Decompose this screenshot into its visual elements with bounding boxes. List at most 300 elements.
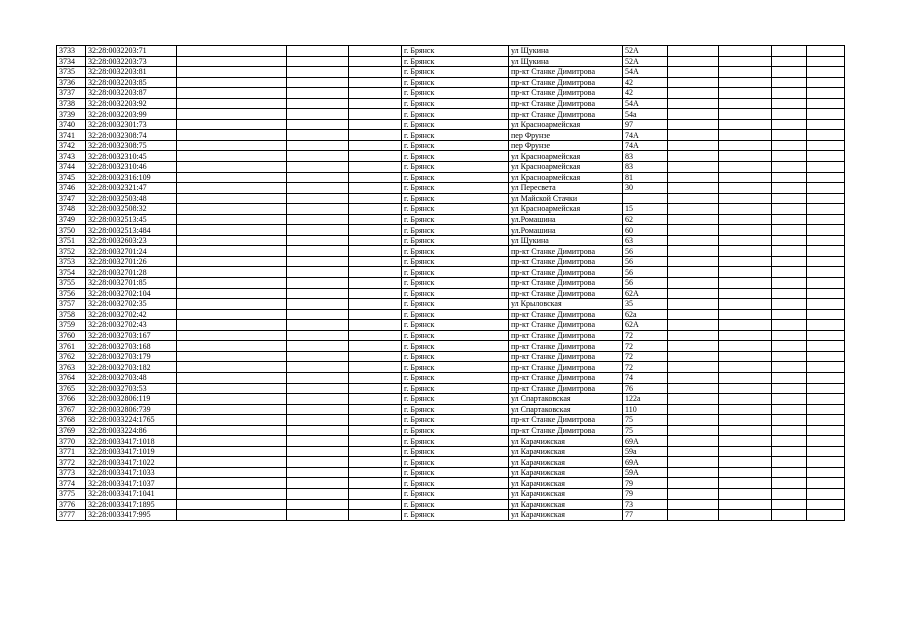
city-cell: г. Брянск bbox=[402, 488, 509, 499]
empty-cell bbox=[177, 467, 287, 478]
empty-cell bbox=[719, 299, 772, 310]
empty-cell bbox=[719, 246, 772, 257]
cadastral-number-cell: 32:28:0032703:168 bbox=[86, 341, 177, 352]
table-row bbox=[57, 183, 845, 194]
table-row bbox=[57, 457, 845, 468]
row-number-cell: 3740 bbox=[57, 119, 86, 130]
empty-cell bbox=[719, 341, 772, 352]
empty-cell bbox=[772, 88, 807, 99]
empty-cell bbox=[349, 510, 402, 521]
empty-cell bbox=[287, 467, 349, 478]
empty-cell bbox=[719, 256, 772, 267]
table-row bbox=[57, 56, 845, 67]
cadastral-number-cell: 32:28:0032703:179 bbox=[86, 351, 177, 362]
house-number-cell: 56 bbox=[623, 246, 668, 257]
empty-cell bbox=[807, 278, 845, 289]
empty-cell bbox=[719, 404, 772, 415]
empty-cell bbox=[668, 436, 719, 447]
empty-cell bbox=[772, 478, 807, 489]
empty-cell bbox=[668, 341, 719, 352]
empty-cell bbox=[177, 162, 287, 173]
empty-cell bbox=[807, 341, 845, 352]
empty-cell bbox=[177, 499, 287, 510]
empty-cell bbox=[772, 341, 807, 352]
empty-cell bbox=[668, 77, 719, 88]
row-number-cell: 3734 bbox=[57, 56, 86, 67]
street-cell: пр-кт Станке Димитрова bbox=[509, 67, 623, 78]
empty-cell bbox=[349, 162, 402, 173]
empty-cell bbox=[807, 320, 845, 331]
empty-cell bbox=[807, 46, 845, 57]
row-number-cell: 3751 bbox=[57, 235, 86, 246]
empty-cell bbox=[287, 98, 349, 109]
cadastral-number-cell: 32:28:0033417:1022 bbox=[86, 457, 177, 468]
empty-cell bbox=[287, 488, 349, 499]
empty-cell bbox=[807, 478, 845, 489]
street-cell: пр-кт Станке Димитрова bbox=[509, 341, 623, 352]
empty-cell bbox=[349, 362, 402, 373]
cadastral-number-cell: 32:28:0032603:23 bbox=[86, 235, 177, 246]
empty-cell bbox=[177, 394, 287, 405]
table-row bbox=[57, 267, 845, 278]
empty-cell bbox=[349, 383, 402, 394]
empty-cell bbox=[349, 415, 402, 426]
street-cell: ул Красноармейская bbox=[509, 162, 623, 173]
cadastral-number-cell: 32:28:0033224:1765 bbox=[86, 415, 177, 426]
street-cell: ул Пересвета bbox=[509, 183, 623, 194]
empty-cell bbox=[349, 77, 402, 88]
row-number-cell: 3743 bbox=[57, 151, 86, 162]
house-number-cell: 74А bbox=[623, 130, 668, 141]
empty-cell bbox=[807, 77, 845, 88]
empty-cell bbox=[177, 183, 287, 194]
city-cell: г. Брянск bbox=[402, 56, 509, 67]
city-cell: г. Брянск bbox=[402, 140, 509, 151]
street-cell: ул Красноармейская bbox=[509, 204, 623, 215]
empty-cell bbox=[807, 267, 845, 278]
empty-cell bbox=[349, 372, 402, 383]
street-cell: ул Крыловская bbox=[509, 299, 623, 310]
empty-cell bbox=[719, 425, 772, 436]
table-row bbox=[57, 372, 845, 383]
street-cell: ул Карачижская bbox=[509, 446, 623, 457]
table-row bbox=[57, 394, 845, 405]
street-cell: ул Щукина bbox=[509, 235, 623, 246]
empty-cell bbox=[807, 172, 845, 183]
empty-cell bbox=[177, 109, 287, 120]
street-cell: пр-кт Станке Димитрова bbox=[509, 415, 623, 426]
registry-table bbox=[56, 45, 845, 521]
empty-cell bbox=[668, 130, 719, 141]
city-cell: г. Брянск bbox=[402, 309, 509, 320]
empty-cell bbox=[772, 67, 807, 78]
empty-cell bbox=[719, 56, 772, 67]
empty-cell bbox=[807, 415, 845, 426]
empty-cell bbox=[668, 46, 719, 57]
empty-cell bbox=[287, 46, 349, 57]
empty-cell bbox=[177, 372, 287, 383]
empty-cell bbox=[287, 351, 349, 362]
empty-cell bbox=[772, 467, 807, 478]
empty-cell bbox=[287, 225, 349, 236]
empty-cell bbox=[807, 225, 845, 236]
house-number-cell: 122а bbox=[623, 394, 668, 405]
empty-cell bbox=[668, 488, 719, 499]
city-cell: г. Брянск bbox=[402, 172, 509, 183]
table-row bbox=[57, 499, 845, 510]
empty-cell bbox=[719, 225, 772, 236]
empty-cell bbox=[807, 183, 845, 194]
street-cell: ул Щукина bbox=[509, 46, 623, 57]
empty-cell bbox=[807, 204, 845, 215]
empty-cell bbox=[807, 362, 845, 373]
house-number-cell: 74А bbox=[623, 140, 668, 151]
empty-cell bbox=[772, 383, 807, 394]
city-cell: г. Брянск bbox=[402, 446, 509, 457]
cadastral-number-cell: 32:28:0032701:28 bbox=[86, 267, 177, 278]
row-number-cell: 3733 bbox=[57, 46, 86, 57]
empty-cell bbox=[177, 225, 287, 236]
cadastral-number-cell: 32:28:0032703:182 bbox=[86, 362, 177, 373]
empty-cell bbox=[719, 172, 772, 183]
city-cell: г. Брянск bbox=[402, 183, 509, 194]
row-number-cell: 3754 bbox=[57, 267, 86, 278]
empty-cell bbox=[772, 119, 807, 130]
empty-cell bbox=[177, 436, 287, 447]
city-cell: г. Брянск bbox=[402, 130, 509, 141]
empty-cell bbox=[772, 109, 807, 120]
house-number-cell bbox=[623, 193, 668, 204]
empty-cell bbox=[668, 235, 719, 246]
row-number-cell: 3750 bbox=[57, 225, 86, 236]
empty-cell bbox=[807, 119, 845, 130]
registry-body bbox=[57, 46, 845, 521]
empty-cell bbox=[807, 256, 845, 267]
table-row bbox=[57, 478, 845, 489]
empty-cell bbox=[807, 446, 845, 457]
table-row bbox=[57, 109, 845, 120]
empty-cell bbox=[668, 510, 719, 521]
house-number-cell: 69А bbox=[623, 436, 668, 447]
empty-cell bbox=[807, 193, 845, 204]
empty-cell bbox=[349, 436, 402, 447]
empty-cell bbox=[668, 394, 719, 405]
row-number-cell: 3771 bbox=[57, 446, 86, 457]
empty-cell bbox=[177, 488, 287, 499]
house-number-cell: 15 bbox=[623, 204, 668, 215]
empty-cell bbox=[287, 172, 349, 183]
empty-cell bbox=[177, 415, 287, 426]
empty-cell bbox=[772, 183, 807, 194]
empty-cell bbox=[807, 394, 845, 405]
empty-cell bbox=[719, 510, 772, 521]
cadastral-number-cell: 32:28:0033224:86 bbox=[86, 425, 177, 436]
row-number-cell: 3739 bbox=[57, 109, 86, 120]
street-cell: пр-кт Станке Димитрова bbox=[509, 362, 623, 373]
empty-cell bbox=[349, 457, 402, 468]
empty-cell bbox=[349, 225, 402, 236]
city-cell: г. Брянск bbox=[402, 267, 509, 278]
cadastral-number-cell: 32:28:0033417:1033 bbox=[86, 467, 177, 478]
house-number-cell: 75 bbox=[623, 415, 668, 426]
cadastral-number-cell: 32:28:0032701:24 bbox=[86, 246, 177, 257]
empty-cell bbox=[177, 140, 287, 151]
empty-cell bbox=[177, 193, 287, 204]
empty-cell bbox=[177, 404, 287, 415]
empty-cell bbox=[668, 140, 719, 151]
house-number-cell: 69А bbox=[623, 457, 668, 468]
empty-cell bbox=[807, 436, 845, 447]
city-cell: г. Брянск bbox=[402, 119, 509, 130]
empty-cell bbox=[349, 446, 402, 457]
empty-cell bbox=[177, 267, 287, 278]
empty-cell bbox=[349, 341, 402, 352]
empty-cell bbox=[177, 278, 287, 289]
empty-cell bbox=[719, 478, 772, 489]
street-cell: пр-кт Станке Димитрова bbox=[509, 267, 623, 278]
empty-cell bbox=[719, 77, 772, 88]
empty-cell bbox=[772, 309, 807, 320]
empty-cell bbox=[807, 372, 845, 383]
empty-cell bbox=[287, 256, 349, 267]
row-number-cell: 3768 bbox=[57, 415, 86, 426]
empty-cell bbox=[177, 446, 287, 457]
empty-cell bbox=[807, 288, 845, 299]
empty-cell bbox=[287, 193, 349, 204]
street-cell: ул Майской Стачки bbox=[509, 193, 623, 204]
house-number-cell: 54А bbox=[623, 98, 668, 109]
empty-cell bbox=[772, 488, 807, 499]
empty-cell bbox=[287, 119, 349, 130]
house-number-cell: 62А bbox=[623, 288, 668, 299]
empty-cell bbox=[719, 183, 772, 194]
empty-cell bbox=[177, 246, 287, 257]
empty-cell bbox=[177, 235, 287, 246]
empty-cell bbox=[287, 330, 349, 341]
table-row bbox=[57, 330, 845, 341]
city-cell: г. Брянск bbox=[402, 193, 509, 204]
empty-cell bbox=[287, 162, 349, 173]
empty-cell bbox=[668, 351, 719, 362]
street-cell: ул Карачижская bbox=[509, 478, 623, 489]
row-number-cell: 3762 bbox=[57, 351, 86, 362]
empty-cell bbox=[349, 499, 402, 510]
empty-cell bbox=[772, 235, 807, 246]
row-number-cell: 3770 bbox=[57, 436, 86, 447]
row-number-cell: 3765 bbox=[57, 383, 86, 394]
empty-cell bbox=[349, 246, 402, 257]
empty-cell bbox=[177, 288, 287, 299]
street-cell: пр-кт Станке Димитрова bbox=[509, 383, 623, 394]
empty-cell bbox=[668, 404, 719, 415]
empty-cell bbox=[349, 351, 402, 362]
empty-cell bbox=[719, 351, 772, 362]
table-row bbox=[57, 88, 845, 99]
street-cell: ул Щукина bbox=[509, 56, 623, 67]
city-cell: г. Брянск bbox=[402, 394, 509, 405]
city-cell: г. Брянск bbox=[402, 330, 509, 341]
empty-cell bbox=[287, 372, 349, 383]
empty-cell bbox=[807, 330, 845, 341]
empty-cell bbox=[668, 246, 719, 257]
row-number-cell: 3747 bbox=[57, 193, 86, 204]
empty-cell bbox=[668, 383, 719, 394]
city-cell: г. Брянск bbox=[402, 320, 509, 331]
empty-cell bbox=[807, 56, 845, 67]
empty-cell bbox=[668, 425, 719, 436]
empty-cell bbox=[807, 130, 845, 141]
empty-cell bbox=[719, 162, 772, 173]
empty-cell bbox=[287, 204, 349, 215]
empty-cell bbox=[668, 309, 719, 320]
empty-cell bbox=[772, 77, 807, 88]
empty-cell bbox=[719, 383, 772, 394]
table-row bbox=[57, 140, 845, 151]
city-cell: г. Брянск bbox=[402, 404, 509, 415]
empty-cell bbox=[772, 225, 807, 236]
house-number-cell: 35 bbox=[623, 299, 668, 310]
empty-cell bbox=[807, 98, 845, 109]
empty-cell bbox=[349, 330, 402, 341]
empty-cell bbox=[349, 467, 402, 478]
empty-cell bbox=[349, 204, 402, 215]
empty-cell bbox=[772, 193, 807, 204]
house-number-cell: 81 bbox=[623, 172, 668, 183]
empty-cell bbox=[177, 98, 287, 109]
city-cell: г. Брянск bbox=[402, 383, 509, 394]
empty-cell bbox=[668, 67, 719, 78]
house-number-cell: 79 bbox=[623, 488, 668, 499]
empty-cell bbox=[177, 309, 287, 320]
cadastral-number-cell: 32:28:0032203:99 bbox=[86, 109, 177, 120]
city-cell: г. Брянск bbox=[402, 299, 509, 310]
house-number-cell: 72 bbox=[623, 351, 668, 362]
empty-cell bbox=[719, 267, 772, 278]
empty-cell bbox=[349, 478, 402, 489]
empty-cell bbox=[772, 256, 807, 267]
empty-cell bbox=[349, 235, 402, 246]
empty-cell bbox=[668, 88, 719, 99]
empty-cell bbox=[177, 67, 287, 78]
table-row bbox=[57, 172, 845, 183]
empty-cell bbox=[719, 320, 772, 331]
street-cell: пр-кт Станке Димитрова bbox=[509, 246, 623, 257]
row-number-cell: 3759 bbox=[57, 320, 86, 331]
house-number-cell: 74 bbox=[623, 372, 668, 383]
cadastral-number-cell: 32:28:0032806:739 bbox=[86, 404, 177, 415]
empty-cell bbox=[807, 109, 845, 120]
row-number-cell: 3738 bbox=[57, 98, 86, 109]
empty-cell bbox=[287, 77, 349, 88]
table-row bbox=[57, 246, 845, 257]
empty-cell bbox=[719, 109, 772, 120]
cadastral-number-cell: 32:28:0032203:87 bbox=[86, 88, 177, 99]
empty-cell bbox=[287, 288, 349, 299]
empty-cell bbox=[177, 341, 287, 352]
house-number-cell: 110 bbox=[623, 404, 668, 415]
empty-cell bbox=[807, 467, 845, 478]
row-number-cell: 3774 bbox=[57, 478, 86, 489]
empty-cell bbox=[287, 478, 349, 489]
empty-cell bbox=[719, 415, 772, 426]
empty-cell bbox=[772, 288, 807, 299]
empty-cell bbox=[177, 351, 287, 362]
table-row bbox=[57, 383, 845, 394]
cadastral-number-cell: 32:28:0032703:53 bbox=[86, 383, 177, 394]
empty-cell bbox=[719, 330, 772, 341]
cadastral-number-cell: 32:28:0033417:1037 bbox=[86, 478, 177, 489]
empty-cell bbox=[807, 510, 845, 521]
empty-cell bbox=[287, 246, 349, 257]
city-cell: г. Брянск bbox=[402, 235, 509, 246]
empty-cell bbox=[719, 436, 772, 447]
empty-cell bbox=[349, 320, 402, 331]
row-number-cell: 3736 bbox=[57, 77, 86, 88]
empty-cell bbox=[668, 256, 719, 267]
row-number-cell: 3773 bbox=[57, 467, 86, 478]
house-number-cell: 56 bbox=[623, 278, 668, 289]
city-cell: г. Брянск bbox=[402, 246, 509, 257]
row-number-cell: 3775 bbox=[57, 488, 86, 499]
row-number-cell: 3761 bbox=[57, 341, 86, 352]
empty-cell bbox=[719, 288, 772, 299]
empty-cell bbox=[287, 341, 349, 352]
empty-cell bbox=[668, 151, 719, 162]
empty-cell bbox=[668, 330, 719, 341]
empty-cell bbox=[349, 288, 402, 299]
cadastral-number-cell: 32:28:0032702:35 bbox=[86, 299, 177, 310]
empty-cell bbox=[287, 235, 349, 246]
cadastral-number-cell: 32:28:0032310:46 bbox=[86, 162, 177, 173]
empty-cell bbox=[807, 88, 845, 99]
empty-cell bbox=[772, 278, 807, 289]
row-number-cell: 3755 bbox=[57, 278, 86, 289]
empty-cell bbox=[177, 88, 287, 99]
empty-cell bbox=[807, 309, 845, 320]
cadastral-number-cell: 32:28:0032702:43 bbox=[86, 320, 177, 331]
empty-cell bbox=[807, 235, 845, 246]
empty-cell bbox=[719, 309, 772, 320]
cadastral-number-cell: 32:28:0032806:119 bbox=[86, 394, 177, 405]
empty-cell bbox=[287, 130, 349, 141]
house-number-cell: 42 bbox=[623, 88, 668, 99]
street-cell: пр-кт Станке Димитрова bbox=[509, 88, 623, 99]
empty-cell bbox=[719, 214, 772, 225]
empty-cell bbox=[287, 278, 349, 289]
street-cell: пр-кт Станке Димитрова bbox=[509, 320, 623, 331]
row-number-cell: 3753 bbox=[57, 256, 86, 267]
empty-cell bbox=[719, 394, 772, 405]
empty-cell bbox=[287, 415, 349, 426]
empty-cell bbox=[772, 510, 807, 521]
street-cell: ул Карачижская bbox=[509, 499, 623, 510]
street-cell: пр-кт Станке Димитрова bbox=[509, 109, 623, 120]
empty-cell bbox=[349, 278, 402, 289]
house-number-cell: 56 bbox=[623, 256, 668, 267]
empty-cell bbox=[807, 67, 845, 78]
city-cell: г. Брянск bbox=[402, 214, 509, 225]
table-row bbox=[57, 299, 845, 310]
city-cell: г. Брянск bbox=[402, 499, 509, 510]
city-cell: г. Брянск bbox=[402, 478, 509, 489]
empty-cell bbox=[177, 478, 287, 489]
street-cell: ул Карачижская bbox=[509, 510, 623, 521]
cadastral-number-cell: 32:28:0033417:1018 bbox=[86, 436, 177, 447]
city-cell: г. Брянск bbox=[402, 77, 509, 88]
empty-cell bbox=[177, 151, 287, 162]
street-cell: пр-кт Станке Димитрова bbox=[509, 351, 623, 362]
empty-cell bbox=[807, 351, 845, 362]
